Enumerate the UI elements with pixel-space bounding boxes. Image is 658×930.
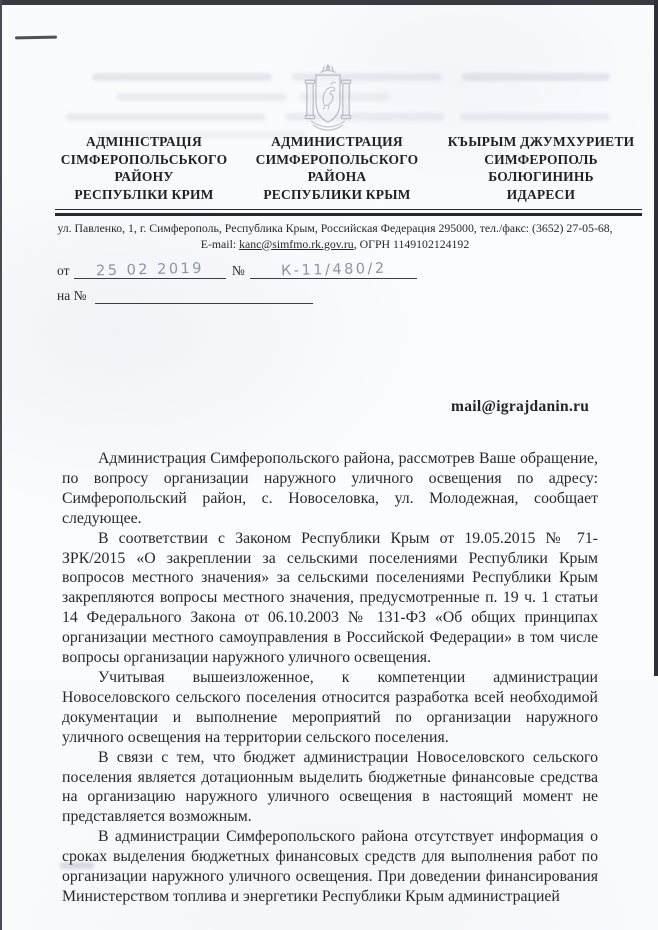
reply-label: на №	[57, 288, 87, 303]
org-name-line: РАЙОНУ	[114, 169, 174, 184]
contact-block	[28, 221, 642, 252]
letter-body	[62, 449, 598, 907]
bleed-through-line	[92, 73, 272, 81]
date-field	[74, 261, 225, 279]
org-name-line: СИМФЕРОПОЛЬ	[484, 151, 598, 167]
bleed-through-line	[116, 93, 286, 101]
ogrn-number: , ОГРН 1149102124192	[353, 236, 470, 251]
reference-block	[57, 261, 417, 311]
letterhead	[55, 133, 641, 203]
letterhead-column-russian	[241, 133, 433, 203]
scan-edge-right	[654, 0, 658, 676]
org-name-line: СІМФЕРОПОЛЬСЬКОГО	[60, 151, 228, 167]
crimea-coat-of-arms-icon	[299, 64, 357, 138]
scan-edge-left	[0, 0, 2, 930]
handwritten-number: К-11/480/2	[280, 260, 387, 280]
org-name-line: КЪЫРЫМ ДЖУМХУРИЕТИ	[447, 134, 635, 149]
from-label: от	[57, 263, 70, 278]
email-label: E-mail:	[200, 236, 240, 251]
org-name-line: АДМИНИСТРАЦИЯ	[271, 134, 403, 149]
handwritten-date: 25 02 2019	[95, 260, 205, 280]
org-name-line: АДМІНІСТРАЦІЯ	[86, 134, 202, 149]
letterhead-column-crimean-tatar	[441, 133, 641, 203]
body-paragraph: В связи с тем, что бюджет администрации Новоселовского сельского поселения является дотационным выделить бюджетные финансовые средства на организацию наружного уличного освещения в настоящий момент не представляется возможным.	[62, 748, 598, 826]
bleed-through-line	[460, 113, 610, 121]
body-paragraph: Учитывая вышеизложенное, к компетенции администрации Новоселовского сельского поселения относится разработка всей необходимой документации и выполнение мероприятий по организации наружного уличного освещения на территории сельского поселения.	[62, 668, 598, 746]
reply-number-field	[95, 286, 313, 304]
body-paragraph: В соответствии с Законом Республики Крым от 19.05.2015 № 71-ЗРК/2015 «О закреплении за сельскими поселениями Республики Крым вопросов местного значения» за сельскими поселениями Республики Крым закрепляются вопросы местного значения, предусмотренные п. 19 ч. 1 статьи 14 Федерального Закона от 06.10.2003 № 131-ФЗ «Об общих принципах организации местного самоуправления в Российской Федерации» в том числе вопросы организации наружного уличного освещения.	[62, 529, 598, 667]
body-paragraph: В администрации Симферопольского района отсутствует информация о сроках выделения бюджетных финансовых средств для выполнения работ по организации наружного уличного освещения. При доведении финансирования Министерством топлива и энергетики Республики Крым администрацией	[62, 828, 598, 905]
scan-edge-top	[0, 0, 658, 5]
org-name-line: ИДАРЕСИ	[506, 186, 576, 202]
org-name-line: БОЛЮГИНИНЬ	[488, 169, 594, 184]
org-name-line: СИМФЕРОПОЛЬСКОГО	[255, 151, 419, 167]
reply-ref-row	[57, 286, 417, 304]
org-email: kanc@simfmo.rk.gov.ru	[239, 236, 354, 251]
letterhead-divider	[55, 209, 642, 216]
email-ogrn-line	[28, 237, 642, 253]
outgoing-ref-row	[57, 261, 417, 279]
number-label: №	[231, 263, 245, 278]
postal-address: ул. Павленко, 1, г. Симферополь, Республика Крым, Российская Федерация 295000, тел./факс: (3652) 27-05-68,	[57, 221, 613, 235]
recipient-email: mail@igrajdanin.ru	[451, 398, 590, 415]
bleed-through-line	[462, 73, 610, 81]
org-name-line: РАЙОНА	[307, 169, 367, 184]
pen-mark	[15, 36, 57, 40]
bleed-through-line	[66, 113, 266, 121]
letterhead-column-ukrainian	[55, 133, 233, 203]
org-name-line: РЕСПУБЛІКИ КРИМ	[74, 186, 214, 202]
body-paragraph: Администрация Симферопольского района, рассмотрев Ваше обращение, по вопросу организации наружного уличного освещения по адресу: Симферопольский район, с. Новоселовка, ул. Молодежная, сообщает следующее.	[62, 450, 598, 527]
number-field	[250, 261, 417, 279]
org-name-line: РЕСПУБЛИКИ КРЫМ	[263, 186, 411, 202]
